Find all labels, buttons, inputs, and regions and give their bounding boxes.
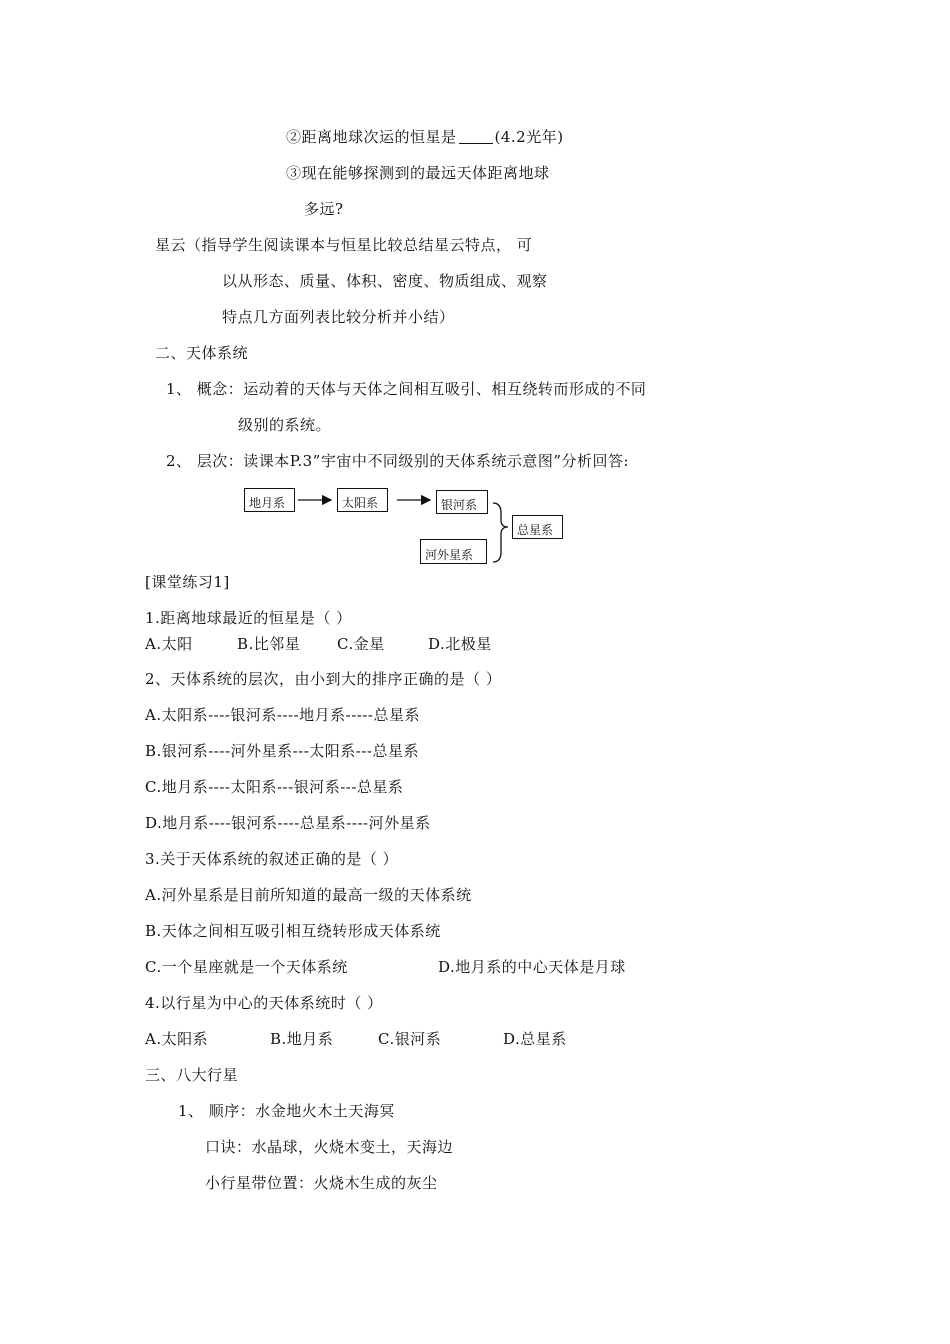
box-extragalactic-label: 河外星系	[425, 548, 474, 562]
box-galaxy-label: 银河系	[441, 498, 478, 512]
q3-option-a: A.河外星系是目前所知道的最高一级的天体系统	[145, 886, 472, 904]
box-solar-label: 太阳系	[342, 496, 379, 510]
q2-option-c: C.地月系----太阳系---银河系---总星系	[145, 778, 404, 796]
planet-order: 1、 顺序：水金地火木土天海冥	[178, 1102, 395, 1120]
mnemonic: 口诀：水晶球，火烧木变土，天海边	[205, 1138, 454, 1156]
q2: 2、天体系统的层次，由小到大的排序正确的是（ ）	[145, 670, 502, 688]
nebula-line-3: 特点几方面列表比较分析并小结）	[222, 308, 455, 326]
section-3-heading: 三、八大行星	[145, 1066, 239, 1084]
brace	[493, 503, 508, 562]
q3: 3.关于天体系统的叙述正确的是（ ）	[145, 850, 399, 868]
nebula-line-1: 星云（指导学生阅读课本与恒星比较总结星云特点， 可	[155, 236, 533, 254]
level-line: 2、 层次：读课本P.3”宇宙中不同级别的天体系统示意图”分析回答:	[166, 452, 630, 470]
q1: 1.距离地球最近的恒星是（ ）	[145, 609, 352, 627]
q1-option-b: B.比邻星	[237, 635, 301, 653]
q4-option-a: A.太阳系	[145, 1030, 209, 1048]
q4-option-b: B.地月系	[270, 1030, 334, 1048]
item-2-prefix: ②距离地球次运的恒星是	[286, 128, 457, 146]
exercise-heading: [课堂练习1]	[145, 573, 230, 591]
q1-option-c: C.金星	[337, 635, 385, 653]
q4-option-d: D.总星系	[503, 1030, 567, 1048]
q2-option-b: B.银河系----河外星系---太阳系---总星系	[145, 742, 419, 760]
q3-option-d: D.地月系的中心天体是月球	[438, 958, 626, 976]
q3-option-b: B.天体之间相互吸引相互绕转形成天体系统	[145, 922, 441, 940]
section-2-heading: 二、天体系统	[155, 344, 249, 362]
concept-line-1: 1、 概念：运动着的天体与天体之间相互吸引、相互绕转而形成的不同	[166, 380, 647, 398]
item-2-suffix: (4.2光年)	[494, 128, 564, 146]
q3-option-c: C.一个星座就是一个天体系统	[145, 958, 348, 976]
item-3-cont: 多远?	[304, 200, 344, 218]
item-3: ③现在能够探测到的最远天体距离地球	[286, 164, 550, 182]
box-earth-moon-label: 地月系	[249, 496, 286, 510]
box-total-label: 总星系	[517, 523, 554, 537]
concept-line-2: 级别的系统。	[238, 416, 332, 434]
q1-option-a: A.太阳	[145, 635, 193, 653]
q4: 4.以行星为中心的天体系统时（ ）	[145, 994, 383, 1012]
q4-option-c: C.银河系	[378, 1030, 442, 1048]
q1-option-d: D.北极星	[428, 635, 492, 653]
q2-option-a: A.太阳系----银河系----地月系-----总星系	[145, 706, 420, 724]
nebula-line-2: 以从形态、质量、体积、密度、物质组成、观察	[222, 272, 548, 290]
asteroid-belt: 小行星带位置：火烧木生成的灰尘	[205, 1174, 438, 1192]
q2-option-d: D.地月系----银河系----总星系----河外星系	[145, 814, 431, 832]
